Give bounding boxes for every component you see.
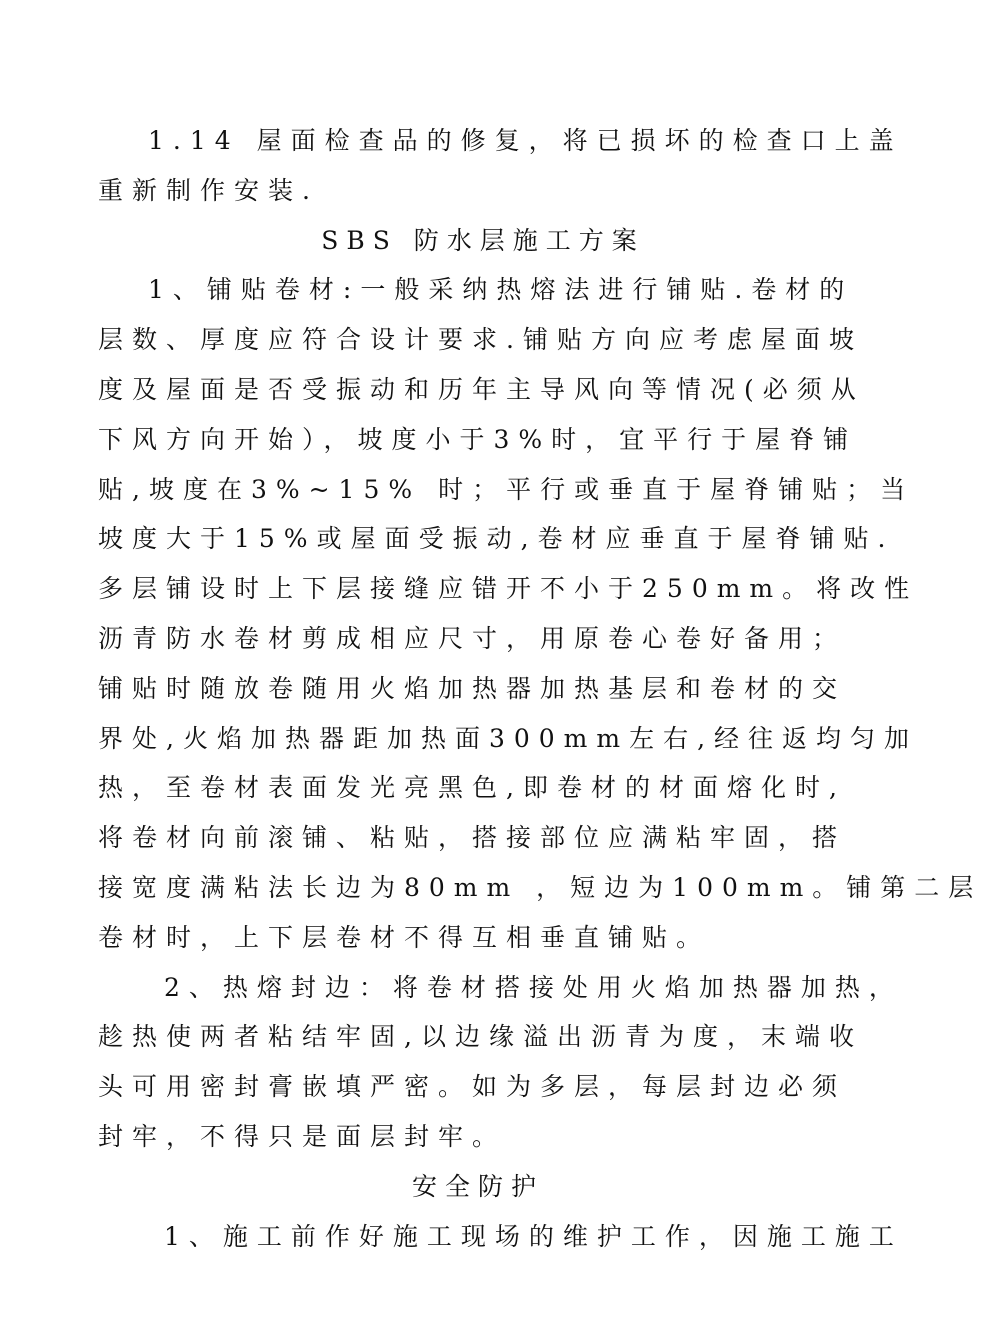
paragraph-line: 1、铺贴卷材:一般采纳热熔法进行铺贴.卷材的 <box>148 275 854 305</box>
paragraph-line: 头可用密封膏嵌填严密。如为多层，每层封边必须 <box>98 1072 847 1102</box>
paragraph-line: 界处,火焰加热器距加热面300mm左右,经往返均匀加 <box>98 723 919 753</box>
section-heading: SBS 防水层施工方案 <box>321 225 645 255</box>
paragraph-line: 层数、厚度应符合设计要求.铺贴方向应考虑屋面坡 <box>98 325 863 355</box>
paragraph-line: 坡度大于15%或屋面受振动,卷材应垂直于屋脊铺贴. <box>98 524 895 554</box>
paragraph-line: 趁热使两者粘结牢固,以边缘溢出沥青为度，末端收 <box>98 1022 863 1052</box>
paragraph-line: 接宽度满粘法长边为80mm ，短边为100mm。铺第二层 <box>98 872 982 902</box>
paragraph-line: 沥青防水卷材剪成相应尺寸，用原卷心卷好备用； <box>98 623 847 653</box>
paragraph-line: 1、施工前作好施工现场的维护工作，因施工施工 <box>164 1221 903 1251</box>
paragraph-line: 多层铺设时上下层接缝应错开不小于250mm。将改性 <box>98 574 919 604</box>
document-page <box>98 116 982 1261</box>
paragraph-line: 铺贴时随放卷随用火焰加热器加热基层和卷材的交 <box>98 673 847 703</box>
paragraph-line: 将卷材向前滚铺、粘贴，搭接部位应满粘牢固，搭 <box>98 823 847 853</box>
paragraph-line: 度及屋面是否受振动和历年主导风向等情况(必须从 <box>98 374 865 404</box>
paragraph-line: 封牢，不得只是面层封牢。 <box>98 1121 507 1151</box>
paragraph-line: 贴,坡度在3%~15% 时；平行或垂直于屋脊铺贴；当 <box>98 474 915 504</box>
paragraph-line: 1.14 屋面检查品的修复，将已损坏的检查口上盖 <box>148 126 903 155</box>
paragraph-line: 卷材时，上下层卷材不得互相垂直铺贴。 <box>98 922 711 952</box>
paragraph-line: 下风方向开始），坡度小于3%时，宜平行于屋脊铺 <box>98 424 858 454</box>
section-heading: 安全防护 <box>411 1171 544 1201</box>
paragraph-line: 重新制作安装. <box>98 175 319 205</box>
paragraph-line: 热，至卷材表面发光亮黑色,即卷材的材面熔化时, <box>98 773 846 803</box>
paragraph-line: 2、热熔封边：将卷材搭接处用火焰加热器加热， <box>164 972 903 1002</box>
